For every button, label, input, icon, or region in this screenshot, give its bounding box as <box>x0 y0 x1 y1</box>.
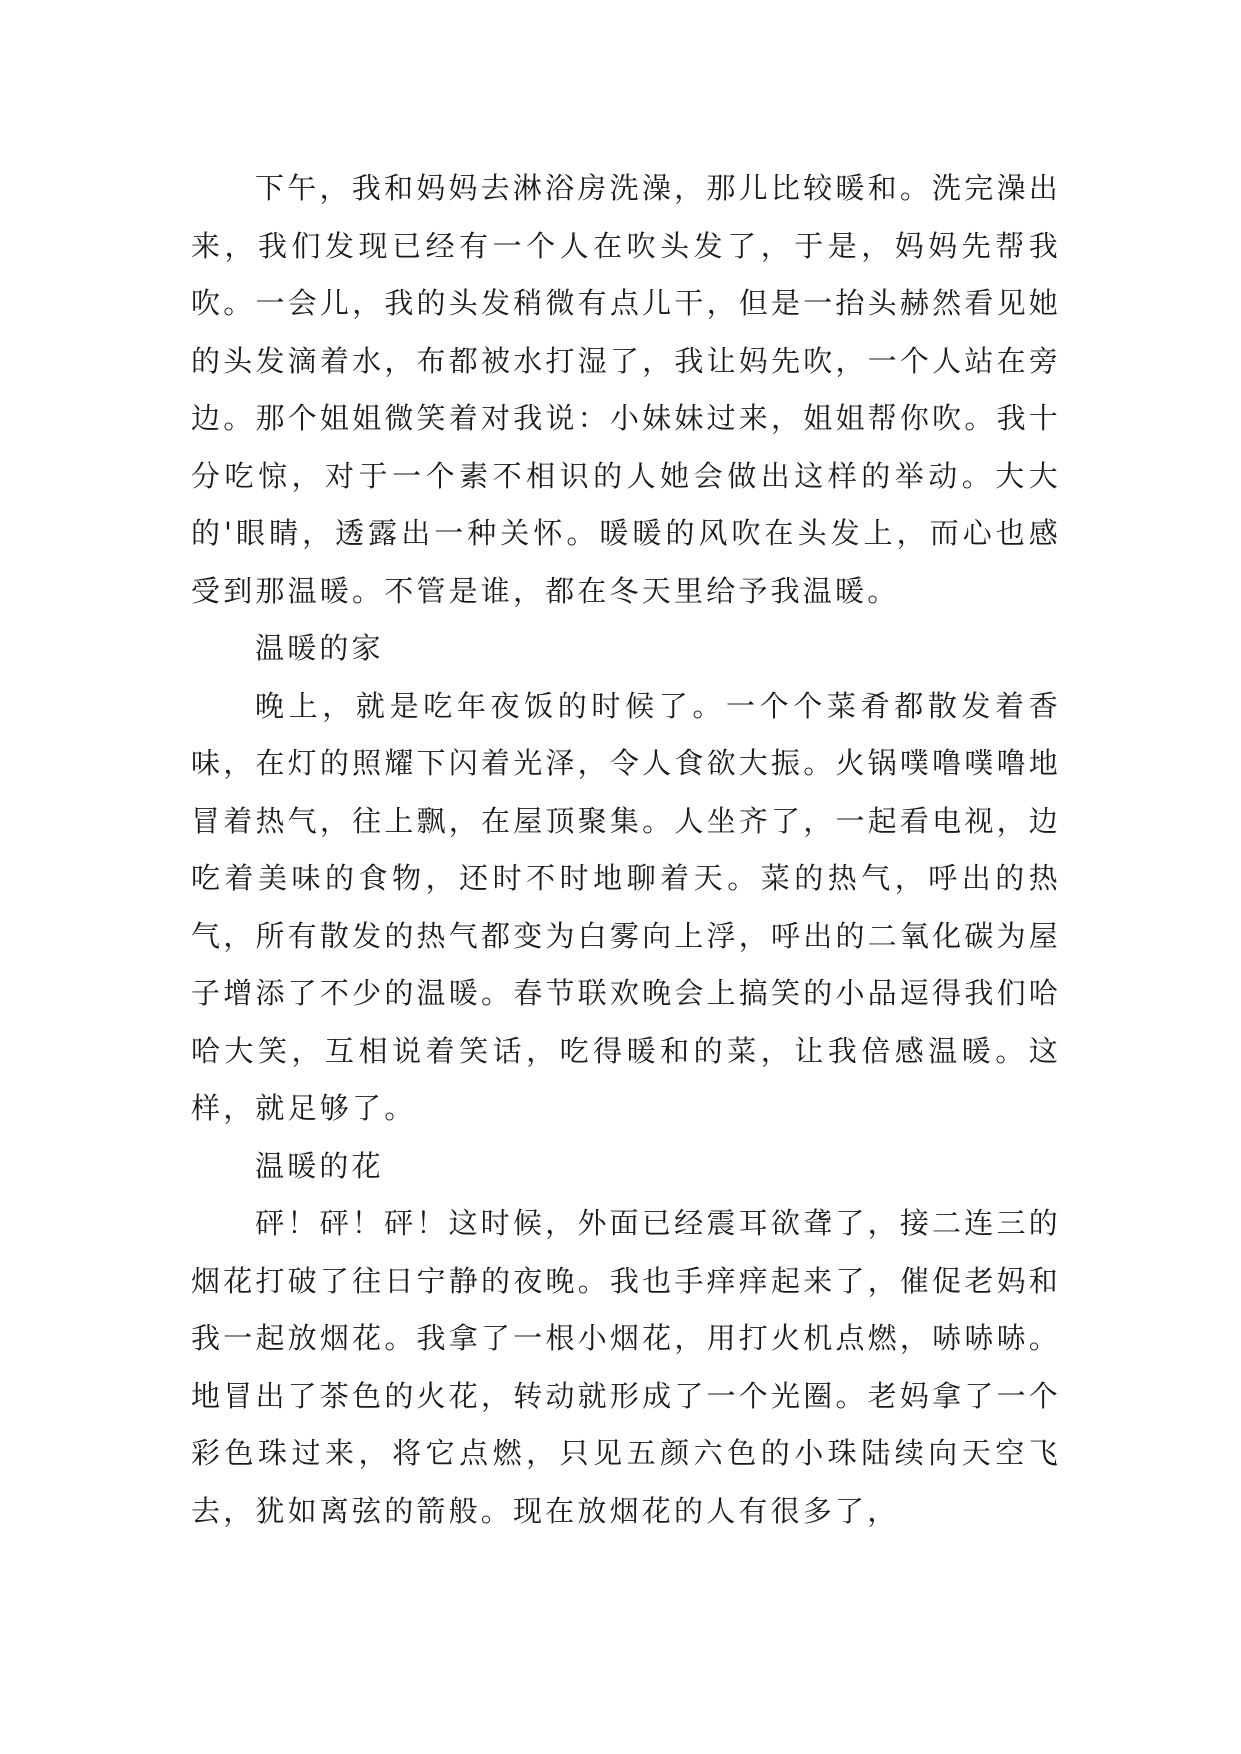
paragraph-fireworks: 砰！砰！砰！这时候，外面已经震耳欲聋了，接二连三的烟花打破了往日宁静的夜晚。我也手痒痒起来了，催促老妈和我一起放烟花。我拿了一根小烟花，用打火机点燃，哧哧哧。地冒出了茶色的火花，转动就形成了一个光圈。老妈拿了一个彩色珠过来，将它点燃，只见五颜六色的小珠陆续向天空飞去，犹如离弦的箭般。现在放烟花的人有很多了， <box>191 1206 1061 1528</box>
document-body <box>191 160 1061 1540</box>
section-heading-warm-home: 温暖的家 <box>255 631 384 665</box>
paragraph-shower: 下午，我和妈妈去淋浴房洗澡，那儿比较暖和。洗完澡出来，我们发现已经有一个人在吹头发了，于是，妈妈先帮我吹。一会儿，我的头发稍微有点儿干，但是一抬头赫然看见她的头发滴着水，布都被水打湿了，我让妈先吹，一个人站在旁边。那个姐姐微笑着对我说：小妹妹过来，姐姐帮你吹。我十分吃惊，对于一个素不相识的人她会做出这样的举动。大大的'眼睛，透露出一种关怀。暖暖的风吹在头发上，而心也感受到那温暖。不管是谁，都在冬天里给予我温暖。 <box>191 171 1061 608</box>
paragraph-new-year-dinner: 晚上，就是吃年夜饭的时候了。一个个菜肴都散发着香味，在灯的照耀下闪着光泽，令人食欲大振。火锅噗噜噗噜地冒着热气，往上飘，在屋顶聚集。人坐齐了，一起看电视，边吃着美味的食物，还时不时地聊着天。菜的热气，呼出的热气，所有散发的热气都变为白雾向上浮，呼出的二氧化碳为屋子增添了不少的温暖。春节联欢晚会上搞笑的小品逗得我们哈哈大笑，互相说着笑话，吃得暖和的菜，让我倍感温暖。这样，就足够了。 <box>191 688 1061 1125</box>
section-heading-warm-flowers: 温暖的花 <box>255 1148 384 1183</box>
